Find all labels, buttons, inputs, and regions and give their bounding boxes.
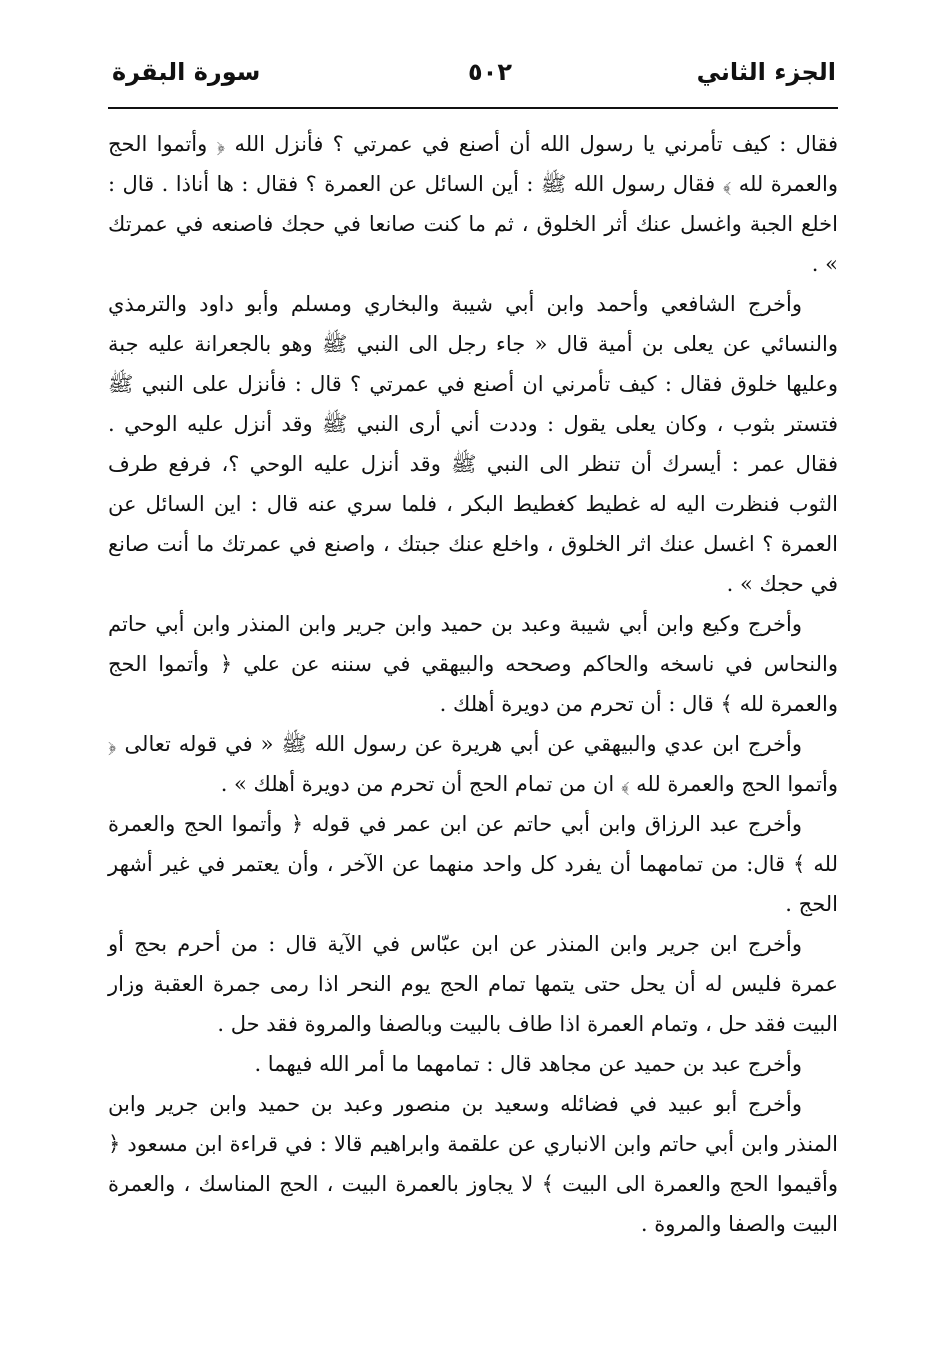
paragraph-3: وأخرج وكيع وابن أبي شيبة وعبد بن حميد وابن جرير وابن المنذر وابن أبي حاتم والنحاس في ناسخه والحاكم وصححه والبيهقي في سننه عن علي ﴿ وأتموا الحج والعمرة لله ﴾ قال : أن تحرم من دويرة أهلك . xyxy=(108,612,838,716)
paragraph-2: وأخرج الشافعي وأحمد وابن أبي شيبة والبخاري ومسلم وأبو داود والترمذي والنسائي عن يعلى بن أمية قال « جاء رجل الى النبي ﷺ وهو بالجعرانة عليه جبة وعليها خلوق فقال : كيف تأمرني ان أصنع في عمرتي ؟ قال : فأنزل على النبي ﷺ فتستر بثوب ، وكان يعلى يقول : وددت أني أرى النبي ﷺ وقد أنزل عليه الوحي . فقال عمر : أيسرك أن تنظر الى النبي ﷺ وقد أنزل عليه الوحي ؟، فرفع طرف الثوب فنظرت اليه له غطيط كغطيط البكر ، فلما سري عنه قال : اين السائل عن العمرة ؟ اغسل عنك اثر الخلوق ، واخلع عنك جبتك ، واصنع في عمرتك ما أنت صانع في حجك » . xyxy=(108,292,838,596)
paragraph-8: وأخرج أبو عبيد في فضائله وسعيد بن منصور وعبد بن حميد وابن جرير وابن المنذر وابن أبي حاتم وابن الانباري عن علقمة وابراهيم قالا : في قراءة ابن مسعود ﴿ وأقيموا الحج والعمرة الى البيت ﴾ لا يجاوز بالعمرة البيت ، الحج المناسك ، والعمرة البيت والصفا والمروة . xyxy=(108,1092,838,1236)
paragraph-5: وأخرج عبد الرزاق وابن أبي حاتم عن ابن عمر في قوله ﴿ وأتموا الحج والعمرة لله ﴾ قال: من تمامهما أن يفرد كل واحد منهما عن الآخر ، وأن يعتمر في غير أشهر الحج . xyxy=(108,812,838,916)
paragraph-7: وأخرج عبد بن حميد عن مجاهد قال : تمامهما ما أمر الله فيهما . xyxy=(254,1052,802,1076)
paragraph-1: فقال : كيف تأمرني يا رسول الله أن أصنع في عمرتي ؟ فأنزل الله ﴿ وأتموا الحج والعمرة لله ﴾ فقال رسول الله ﷺ : أين السائل عن العمرة ؟ فقال : ها أناذا . قال : اخلع الجبة واغسل عنك أثر الخلوق ، ثم ما كنت صانعا في حجك فاصنعه في عمرتك » . xyxy=(108,132,838,276)
surah-title: سورة البقرة xyxy=(112,58,261,86)
header-divider xyxy=(108,107,838,109)
paragraph-4: وأخرج ابن عدي والبيهقي عن أبي هريرة عن رسول الله ﷺ « في قوله تعالى ﴿ وأتموا الحج والعمرة لله ﴾ ان من تمام الحج أن تحرم من دويرة أهلك » . xyxy=(108,732,838,796)
body-text xyxy=(108,124,838,1244)
paragraph-6: وأخرج ابن جرير وابن المنذر عن ابن عبّاس في الآية قال : من أحرم بحج أو عمرة فليس له أن يحل حتى يتمها تمام الحج يوم النحر اذا رمى جمرة العقبة وزار البيت فقد حل ، وتمام العمرة اذا طاف بالبيت وبالصفا والمروة فقد حل . xyxy=(108,932,838,1036)
page-number: ٥٠٢ xyxy=(468,58,512,86)
part-title: الجزء الثاني xyxy=(696,58,836,86)
running-header xyxy=(108,50,838,94)
